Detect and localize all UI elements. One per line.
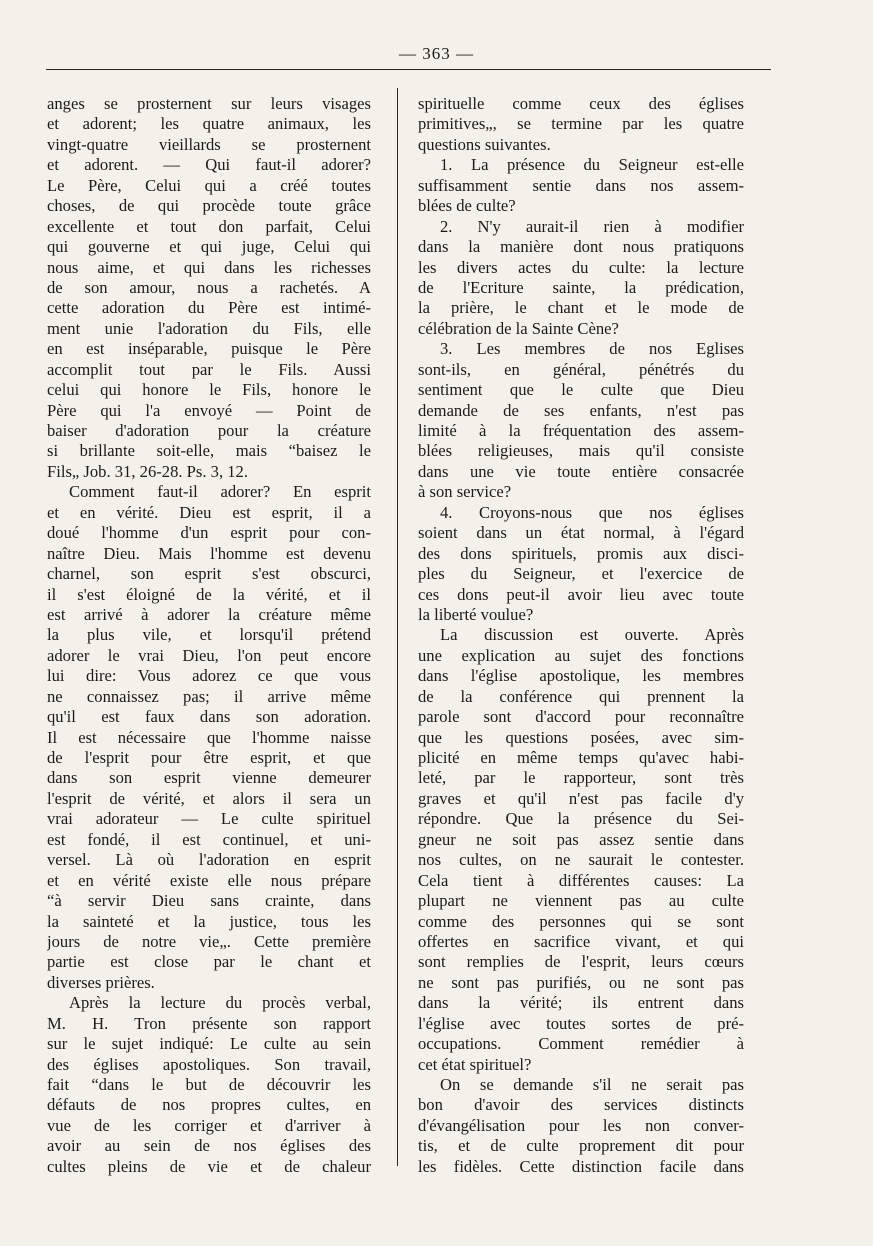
text-line: comme des personnes qui se sont — [418, 911, 744, 931]
text-line: blées de culte? — [418, 196, 516, 216]
text-line: est arrivé à adorer la créature même — [47, 604, 371, 624]
text-line: ne sont pas purifiés, ou ne sont pas — [418, 972, 744, 992]
text-line: l'esprit de vérité, et alors il sera un — [47, 788, 371, 808]
text-line: adorer le vrai Dieu, l'on peut encore — [47, 645, 371, 665]
column-divider — [397, 88, 398, 1166]
text-line: sont-ils, en général, pénétrés du — [418, 359, 744, 379]
text-line: et en vérité existe elle nous prépare — [47, 870, 371, 890]
text-line: fait “dans le but de découvrir les — [47, 1075, 371, 1094]
text-line: cet état spirituel? — [418, 1054, 532, 1074]
text-line: dans son esprit vienne demeurer — [47, 768, 371, 788]
text-line: soient dans un état normal, à l'égard — [418, 523, 744, 543]
text-line: ment unie l'adoration du Fils, elle — [47, 318, 371, 338]
text-line: primitives„, se termine par les quatre — [418, 114, 744, 134]
text-line: spirituelle comme ceux des églises — [418, 94, 744, 113]
text-line: celui qui honore le Fils, honore le — [47, 380, 371, 400]
text-line: l'église avec toutes sortes de pré- — [418, 1013, 744, 1033]
text-line: il s'est éloigné de la vérité, et il — [47, 584, 371, 604]
text-line: les divers actes du culte: la lecture — [418, 257, 744, 277]
text-line: versel. Là où l'adoration en esprit — [47, 850, 371, 870]
text-line: cultes pleins de vie et de chaleur — [47, 1156, 371, 1176]
text-line: de l'Ecriture sainte, la prédication, — [418, 277, 744, 297]
text-line: ne connaissez pas; il arrive même — [47, 686, 371, 706]
right-column — [418, 94, 744, 1177]
text-line: à son service? — [418, 482, 512, 502]
text-line: choses, de qui procède toute grâce — [47, 196, 371, 216]
text-line: dans l'église apostolique, les membres — [418, 666, 744, 686]
text-line: On se demande s'il ne serait pas — [440, 1075, 744, 1094]
text-line: offertes en sacrifice vivant, et qui — [418, 931, 744, 951]
text-line: si brillante soit-elle, mais “baisez le — [47, 441, 371, 461]
text-line: graves et qu'il n'est pas facile d'y — [418, 788, 744, 808]
text-line: des dons spirituels, promis aux disci- — [418, 543, 744, 563]
text-line: Après la lecture du procès verbal, — [69, 993, 371, 1013]
text-line: jours de notre vie„. Cette première — [47, 931, 371, 951]
text-line: dans la manière dont nous pratiquons — [418, 237, 744, 257]
text-line: accomplit tout par le Fils. Aussi — [47, 359, 371, 379]
text-line: 4. Croyons-nous que nos églises — [440, 502, 744, 522]
text-line: plupart ne viennent pas au culte — [418, 891, 744, 911]
text-line: sont remplies de l'esprit, leurs cœurs — [418, 952, 744, 972]
text-line: sur le sujet indiqué: Le culte au sein — [47, 1034, 371, 1054]
text-line: La discussion est ouverte. Après — [440, 625, 744, 645]
header-rule — [46, 69, 771, 70]
text-line: dans la vérité; ils entrent dans — [418, 993, 744, 1013]
text-line: une explication au sujet des fonctions — [418, 645, 744, 665]
text-line: Il est nécessaire que l'homme naisse — [47, 727, 371, 747]
text-line: les fidèles. Cette distinction facile dans — [418, 1156, 744, 1176]
text-line: Cela tient à différentes causes: La — [418, 870, 744, 890]
text-line: de la conférence qui prennent la — [418, 686, 744, 706]
text-line: de l'esprit pour être esprit, et que — [47, 748, 371, 767]
text-line: qu'il est faux dans son adoration. — [47, 707, 371, 727]
text-line: nos cultes, on ne saurait le contester. — [418, 850, 744, 870]
text-line: de son amour, nous a rachetés. A — [47, 277, 371, 297]
text-line: cette adoration du Père est intimé- — [47, 298, 371, 318]
text-line: en est inséparable, puisque le Père — [47, 339, 371, 359]
text-line: bon d'avoir des services distincts — [418, 1095, 744, 1115]
text-line: tis, et de culte proprement dit pour — [418, 1136, 744, 1156]
text-line: Père qui l'a envoyé — Point de — [47, 400, 371, 420]
text-line: Le Père, Celui qui a créé toutes — [47, 175, 371, 195]
text-line: occupations. Comment remédier à — [418, 1034, 744, 1054]
text-line: 3. Les membres de nos Eglises — [440, 339, 744, 359]
text-line: “à servir Dieu sans crainte, dans — [47, 891, 371, 911]
text-line: qui gouverne et qui juge, Celui qui — [47, 237, 371, 257]
text-line: 1. La présence du Seigneur est-elle — [440, 155, 744, 175]
text-line: répondre. Que la présence du Sei- — [418, 809, 744, 829]
text-line: avoir au sein de nos églises des — [47, 1136, 371, 1156]
text-line: célébration de la Sainte Cène? — [418, 318, 619, 338]
text-line: défauts de nos propres cultes, en — [47, 1095, 371, 1115]
text-line: partie est close par le chant et — [47, 952, 371, 972]
text-line: anges se prosternent sur leurs visages — [47, 94, 371, 113]
text-line: 2. N'y aurait-il rien à modifier — [440, 216, 744, 236]
text-line: la plus vile, et lorsqu'il prétend — [47, 625, 371, 645]
text-line: ples du Seigneur, et l'exercice de — [418, 564, 744, 584]
text-line: la liberté voulue? — [418, 604, 534, 624]
text-line: dans une vie toute entière consacrée — [418, 461, 744, 481]
text-line: lui dire: Vous adorez ce que vous — [47, 666, 371, 686]
text-line: excellente et tout don parfait, Celui — [47, 216, 371, 236]
text-line: vingt-quatre vieillards se prosternent — [47, 134, 371, 154]
text-line: suffisamment sentie dans nos assem- — [418, 175, 744, 195]
text-line: vrai adorateur — Le culte spirituel — [47, 809, 371, 829]
left-column — [47, 94, 371, 1177]
text-line: naître Dieu. Mais l'homme est devenu — [47, 543, 371, 563]
text-line: et en vérité. Dieu est esprit, il a — [47, 502, 371, 522]
text-line: la sainteté et la justice, tous les — [47, 911, 371, 931]
text-line: d'évangélisation pour les non conver- — [418, 1115, 744, 1135]
text-line: gneur ne soit pas assez sentie dans — [418, 829, 744, 849]
text-line: leté, par le rapporteur, sont très — [418, 768, 744, 788]
text-line: doué l'homme d'un esprit pour con- — [47, 523, 371, 543]
text-line: charnel, son esprit s'est obscurci, — [47, 564, 371, 584]
text-line: M. H. Tron présente son rapport — [47, 1013, 371, 1033]
text-line: diverses prières. — [47, 972, 155, 992]
text-line: et adorent. — Qui faut-il adorer? — [47, 155, 371, 175]
text-line: ces dons peut-il avoir lieu avec toute — [418, 584, 744, 604]
text-line: Comment faut-il adorer? En esprit — [69, 482, 371, 502]
text-line: questions suivantes. — [418, 134, 551, 154]
text-line: sentiment que le culte que Dieu — [418, 380, 744, 400]
text-line: des églises apostoliques. Son travail, — [47, 1054, 371, 1074]
text-line: nous aime, et qui dans les richesses — [47, 257, 371, 277]
text-line: et adorent; les quatre animaux, les — [47, 114, 371, 134]
text-line: la prière, le chant et le mode de — [418, 298, 744, 318]
text-line: plicité en même temps qu'avec habi- — [418, 748, 744, 767]
page-number: — 363 — — [399, 44, 474, 63]
text-line: baiser d'adoration pour la créature — [47, 421, 371, 440]
text-line: blées religieuses, mais qu'il consiste — [418, 441, 744, 461]
text-line: est fondé, il est continuel, et uni- — [47, 829, 371, 849]
text-line: demande de ses enfants, n'est pas — [418, 400, 744, 420]
text-line: que les questions posées, avec sim- — [418, 727, 744, 747]
text-line: vue de les corriger et d'arriver à — [47, 1115, 371, 1135]
text-line: parole sont d'accord pour reconnaître — [418, 707, 744, 727]
text-line: limité à la fréquentation des assem- — [418, 421, 744, 440]
text-line: Fils„ Job. 31, 26-28. Ps. 3, 12. — [47, 461, 248, 481]
